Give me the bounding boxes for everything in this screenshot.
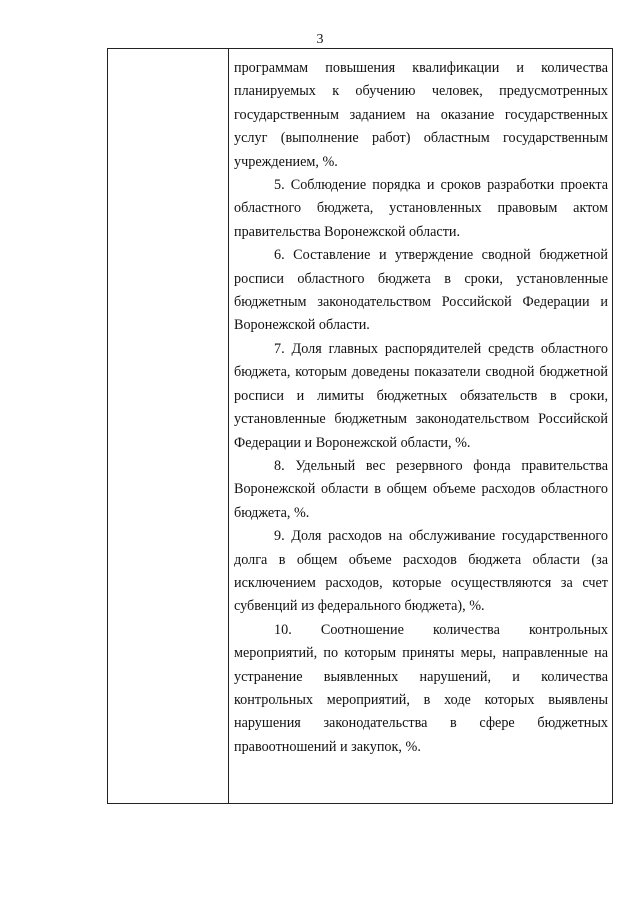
column-divider xyxy=(228,49,229,803)
page-number: 3 xyxy=(316,32,324,47)
paragraph-continuation: программам повышения квалификации и количества планируемых к обучению человек, предусмотренных государственным заданием на оказание государственных услуг (выполнение работ) областным государственным учреждением, %. xyxy=(234,60,608,170)
paragraph-item-6: 6. Составление и утверждение сводной бюджетной росписи областного бюджета в сроки, установленные бюджетным законодательством Российской Федерации и Воронежской области. xyxy=(234,247,608,334)
paragraph-item-7: 7. Доля главных распорядителей средств областного бюджета, которым доведены показатели сводной бюджетной росписи и лимиты бюджетных обязательств в сроки, установленные бюджетным законодательством Российской Федерации и Воронежской области, %. xyxy=(234,340,608,451)
paragraph-item-9: 9. Доля расходов на обслуживание государственного долга в общем объеме расходов бюджета области (за исключением расходов, которые осуществляются за счет субвенций из федерального бюджета), %. xyxy=(234,528,608,615)
document-table xyxy=(107,48,613,804)
paragraph-item-10: 10. Соотношение количества контрольных мероприятий, по которым приняты меры, направленные на устранение выявленных нарушений, и количества контрольных мероприятий, в ходе которых выявлены нарушения законодательства в сфере бюджетных правоотношений и закупок, %. xyxy=(234,621,608,755)
table-right-cell xyxy=(234,57,608,759)
paragraph-item-5: 5. Соблюдение порядка и сроков разработки проекта областного бюджета, установленных правовым актом правительства Воронежской области. xyxy=(234,177,608,240)
table-left-cell xyxy=(108,49,228,803)
paragraph-item-8: 8. Удельный вес резервного фонда правительства Воронежской области в общем объеме расходов областного бюджета, %. xyxy=(234,457,608,521)
